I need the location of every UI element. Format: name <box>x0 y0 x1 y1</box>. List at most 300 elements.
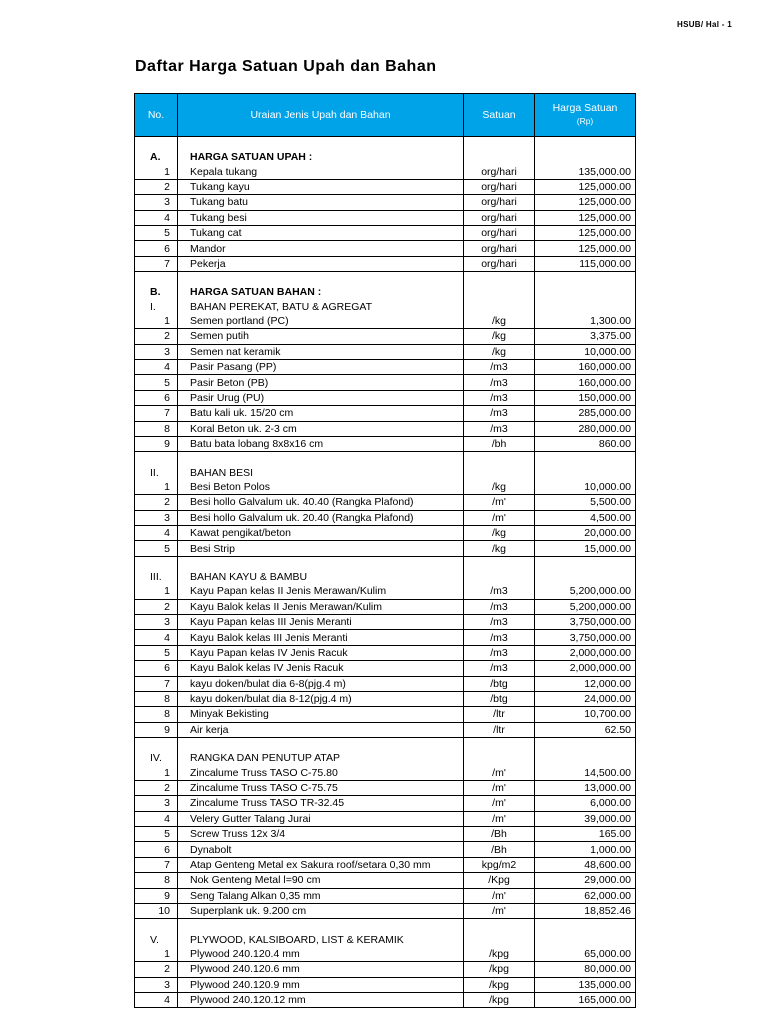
table-row <box>135 225 636 240</box>
table-row <box>135 241 636 256</box>
section-code: I. <box>135 300 178 314</box>
section-header-row <box>135 570 636 584</box>
item-number: 9 <box>135 722 178 737</box>
item-unit: /m' <box>464 510 535 525</box>
item-number: 8 <box>135 707 178 722</box>
header-description: Uraian Jenis Upah dan Bahan <box>178 94 464 137</box>
item-price: 5,200,000.00 <box>535 599 636 614</box>
item-description: Pekerja <box>178 256 464 271</box>
empty-cell <box>464 285 535 299</box>
item-number: 5 <box>135 225 178 240</box>
item-description: Nok Genteng Metal l=90 cm <box>178 873 464 888</box>
item-number: 1 <box>135 314 178 329</box>
item-number: 1 <box>135 584 178 599</box>
spacer-cell <box>178 738 464 752</box>
item-description: Plywood 240.120.9 mm <box>178 977 464 992</box>
price-table <box>134 93 636 1008</box>
header-price <box>535 94 636 137</box>
item-unit: org/hari <box>464 225 535 240</box>
item-description: Kayu Balok kelas II Jenis Merawan/Kulim <box>178 599 464 614</box>
item-unit: /m3 <box>464 584 535 599</box>
item-number: 2 <box>135 599 178 614</box>
empty-cell <box>535 751 636 765</box>
item-description: Dynabolt <box>178 842 464 857</box>
item-unit: /btg <box>464 691 535 706</box>
table-row <box>135 645 636 660</box>
item-description: Kayu Balok kelas IV Jenis Racuk <box>178 661 464 676</box>
table-row <box>135 480 636 495</box>
table-row <box>135 210 636 225</box>
item-unit: /m3 <box>464 599 535 614</box>
table-row <box>135 765 636 780</box>
item-description: Besi Beton Polos <box>178 480 464 495</box>
spacer-cell <box>135 556 178 570</box>
spacer-cell <box>464 137 535 151</box>
item-number: 2 <box>135 495 178 510</box>
item-number: 2 <box>135 780 178 795</box>
item-number: 3 <box>135 344 178 359</box>
item-description: Zincalume Truss TASO C-75.75 <box>178 780 464 795</box>
item-unit: /Kpg <box>464 873 535 888</box>
item-unit: /ltr <box>464 722 535 737</box>
item-description: Tukang besi <box>178 210 464 225</box>
item-number: 3 <box>135 510 178 525</box>
item-number: 9 <box>135 888 178 903</box>
table-row <box>135 314 636 329</box>
empty-cell <box>535 150 636 164</box>
item-description: Screw Truss 12x 3/4 <box>178 827 464 842</box>
item-unit: /m3 <box>464 661 535 676</box>
item-price: 3,750,000.00 <box>535 614 636 629</box>
spacer-cell <box>135 452 178 466</box>
item-description: Pasir Urug (PU) <box>178 390 464 405</box>
header-unit: Satuan <box>464 94 535 137</box>
item-number: 3 <box>135 195 178 210</box>
item-number: 9 <box>135 437 178 452</box>
spacer-cell <box>178 137 464 151</box>
item-number: 8 <box>135 421 178 436</box>
item-description: Tukang kayu <box>178 179 464 194</box>
item-unit: /m3 <box>464 406 535 421</box>
item-description: Plywood 240.120.12 mm <box>178 992 464 1007</box>
empty-cell <box>464 570 535 584</box>
table-row <box>135 614 636 629</box>
item-unit: /kg <box>464 314 535 329</box>
section-header-row <box>135 300 636 314</box>
table-row <box>135 903 636 918</box>
item-price: 125,000.00 <box>535 241 636 256</box>
item-price: 125,000.00 <box>535 210 636 225</box>
table-row <box>135 437 636 452</box>
table-row <box>135 421 636 436</box>
item-unit: org/hari <box>464 256 535 271</box>
item-number: 2 <box>135 179 178 194</box>
table-row <box>135 390 636 405</box>
item-price: 115,000.00 <box>535 256 636 271</box>
empty-cell <box>535 300 636 314</box>
item-unit: /m3 <box>464 421 535 436</box>
item-description: Semen putih <box>178 329 464 344</box>
section-header-row <box>135 150 636 164</box>
item-number: 4 <box>135 360 178 375</box>
item-unit: /m3 <box>464 645 535 660</box>
table-row <box>135 857 636 872</box>
table-row <box>135 676 636 691</box>
empty-cell <box>535 932 636 946</box>
table-row <box>135 722 636 737</box>
empty-cell <box>464 465 535 479</box>
item-description: Velery Gutter Talang Jurai <box>178 811 464 826</box>
table-row <box>135 827 636 842</box>
item-description: Semen nat keramik <box>178 344 464 359</box>
item-price: 48,600.00 <box>535 857 636 872</box>
item-unit: org/hari <box>464 164 535 179</box>
spacer-cell <box>535 919 636 933</box>
section-code: IV. <box>135 751 178 765</box>
section-code: B. <box>135 285 178 299</box>
item-description: Besi Strip <box>178 541 464 556</box>
empty-cell <box>535 465 636 479</box>
item-unit: /m3 <box>464 614 535 629</box>
item-description: Kepala tukang <box>178 164 464 179</box>
item-description: Tukang batu <box>178 195 464 210</box>
item-price: 20,000.00 <box>535 525 636 540</box>
header-no: No. <box>135 94 178 137</box>
item-unit: /m' <box>464 765 535 780</box>
table-row <box>135 195 636 210</box>
spacer-cell <box>535 556 636 570</box>
item-price: 15,000.00 <box>535 541 636 556</box>
item-description: Koral Beton uk. 2-3 cm <box>178 421 464 436</box>
item-unit: /m3 <box>464 360 535 375</box>
spacer-row <box>135 738 636 752</box>
item-description: Plywood 240.120.4 mm <box>178 947 464 962</box>
item-number: 7 <box>135 857 178 872</box>
section-label: BAHAN KAYU & BAMBU <box>178 570 464 584</box>
item-price: 280,000.00 <box>535 421 636 436</box>
table-row <box>135 977 636 992</box>
item-number: 8 <box>135 873 178 888</box>
table-row <box>135 842 636 857</box>
item-price: 135,000.00 <box>535 164 636 179</box>
item-price: 160,000.00 <box>535 360 636 375</box>
table-row <box>135 707 636 722</box>
item-price: 2,000,000.00 <box>535 645 636 660</box>
table-row <box>135 406 636 421</box>
item-description: Kayu Papan kelas IV Jenis Racuk <box>178 645 464 660</box>
item-price: 165.00 <box>535 827 636 842</box>
table-row <box>135 164 636 179</box>
item-price: 5,200,000.00 <box>535 584 636 599</box>
item-description: Atap Genteng Metal ex Sakura roof/setara 0,30 mm <box>178 857 464 872</box>
item-number: 4 <box>135 992 178 1007</box>
item-number: 3 <box>135 614 178 629</box>
item-unit: /m3 <box>464 630 535 645</box>
spacer-row <box>135 919 636 933</box>
section-code: III. <box>135 570 178 584</box>
item-price: 160,000.00 <box>535 375 636 390</box>
item-number: 5 <box>135 645 178 660</box>
item-number: 7 <box>135 406 178 421</box>
spacer-cell <box>135 919 178 933</box>
item-price: 12,000.00 <box>535 676 636 691</box>
item-description: kayu doken/bulat dia 8-12(pjg.4 m) <box>178 691 464 706</box>
spacer-cell <box>135 272 178 286</box>
item-unit: /kpg <box>464 992 535 1007</box>
section-label: HARGA SATUAN UPAH : <box>178 150 464 164</box>
spacer-row <box>135 137 636 151</box>
section-label: RANGKA DAN PENUTUP ATAP <box>178 751 464 765</box>
item-price: 2,000,000.00 <box>535 661 636 676</box>
table-row <box>135 780 636 795</box>
table-row <box>135 962 636 977</box>
item-unit: org/hari <box>464 195 535 210</box>
item-unit: /kg <box>464 541 535 556</box>
table-header-row <box>135 94 636 137</box>
item-price: 3,375.00 <box>535 329 636 344</box>
item-price: 13,000.00 <box>535 780 636 795</box>
section-code: A. <box>135 150 178 164</box>
item-number: 4 <box>135 210 178 225</box>
item-unit: /bh <box>464 437 535 452</box>
item-description: Semen portland (PC) <box>178 314 464 329</box>
table-row <box>135 495 636 510</box>
item-description: Zincalume Truss TASO TR-32.45 <box>178 796 464 811</box>
item-price: 80,000.00 <box>535 962 636 977</box>
table-row <box>135 947 636 962</box>
item-description: Kawat pengikat/beton <box>178 525 464 540</box>
item-number: 4 <box>135 630 178 645</box>
item-price: 285,000.00 <box>535 406 636 421</box>
table-row <box>135 525 636 540</box>
spacer-cell <box>535 452 636 466</box>
spacer-row <box>135 452 636 466</box>
item-number: 5 <box>135 541 178 556</box>
item-number: 3 <box>135 977 178 992</box>
item-number: 7 <box>135 676 178 691</box>
table-row <box>135 661 636 676</box>
item-description: Kayu Balok kelas III Jenis Meranti <box>178 630 464 645</box>
item-unit: kpg/m2 <box>464 857 535 872</box>
table-row <box>135 375 636 390</box>
table-row <box>135 541 636 556</box>
table-row <box>135 599 636 614</box>
item-number: 6 <box>135 842 178 857</box>
item-unit: /m' <box>464 811 535 826</box>
empty-cell <box>464 932 535 946</box>
item-price: 10,700.00 <box>535 707 636 722</box>
item-description: Batu bata lobang 8x8x16 cm <box>178 437 464 452</box>
spacer-row <box>135 272 636 286</box>
item-unit: /kg <box>464 344 535 359</box>
item-unit: /ltr <box>464 707 535 722</box>
document-title: Daftar Harga Satuan Upah dan Bahan <box>135 58 437 75</box>
item-price: 14,500.00 <box>535 765 636 780</box>
item-price: 10,000.00 <box>535 344 636 359</box>
item-price: 10,000.00 <box>535 480 636 495</box>
item-number: 1 <box>135 765 178 780</box>
item-unit: /m' <box>464 888 535 903</box>
empty-cell <box>535 285 636 299</box>
item-number: 2 <box>135 962 178 977</box>
table-row <box>135 796 636 811</box>
section-label: BAHAN BESI <box>178 465 464 479</box>
item-unit: /btg <box>464 676 535 691</box>
item-number: 8 <box>135 691 178 706</box>
item-unit: /Bh <box>464 842 535 857</box>
page-code: HSUB/ Hal - 1 <box>677 20 733 29</box>
item-price: 125,000.00 <box>535 179 636 194</box>
table-row <box>135 179 636 194</box>
item-description: Pasir Beton (PB) <box>178 375 464 390</box>
item-unit: /kg <box>464 525 535 540</box>
header-price-currency: (Rp) <box>576 116 594 126</box>
section-header-row <box>135 932 636 946</box>
table-row <box>135 344 636 359</box>
item-unit: /kpg <box>464 947 535 962</box>
spacer-cell <box>464 272 535 286</box>
table-row <box>135 691 636 706</box>
item-unit: /m' <box>464 495 535 510</box>
header-price-label: Harga Satuan <box>552 102 618 114</box>
item-price: 18,852.46 <box>535 903 636 918</box>
item-price: 65,000.00 <box>535 947 636 962</box>
item-price: 165,000.00 <box>535 992 636 1007</box>
section-code: V. <box>135 932 178 946</box>
item-number: 6 <box>135 661 178 676</box>
spacer-cell <box>464 738 535 752</box>
table-row <box>135 256 636 271</box>
item-price: 3,750,000.00 <box>535 630 636 645</box>
table-row <box>135 584 636 599</box>
item-price: 62.50 <box>535 722 636 737</box>
item-unit: /kpg <box>464 962 535 977</box>
item-number: 5 <box>135 375 178 390</box>
item-unit: /m3 <box>464 375 535 390</box>
item-number: 6 <box>135 241 178 256</box>
item-description: kayu doken/bulat dia 6-8(pjg.4 m) <box>178 676 464 691</box>
section-header-row <box>135 751 636 765</box>
item-description: Zincalume Truss TASO C-75.80 <box>178 765 464 780</box>
spacer-row <box>135 556 636 570</box>
item-price: 29,000.00 <box>535 873 636 888</box>
spacer-cell <box>535 137 636 151</box>
item-number: 1 <box>135 947 178 962</box>
item-number: 10 <box>135 903 178 918</box>
spacer-cell <box>464 452 535 466</box>
item-unit: /Bh <box>464 827 535 842</box>
item-description: Air kerja <box>178 722 464 737</box>
item-number: 2 <box>135 329 178 344</box>
item-description: Minyak Bekisting <box>178 707 464 722</box>
item-price: 6,000.00 <box>535 796 636 811</box>
table-row <box>135 510 636 525</box>
table-row <box>135 630 636 645</box>
empty-cell <box>464 751 535 765</box>
item-unit: /kg <box>464 480 535 495</box>
spacer-cell <box>464 919 535 933</box>
item-unit: org/hari <box>464 179 535 194</box>
item-description: Kayu Papan kelas III Jenis Meranti <box>178 614 464 629</box>
table-row <box>135 992 636 1007</box>
item-price: 4,500.00 <box>535 510 636 525</box>
item-price: 150,000.00 <box>535 390 636 405</box>
spacer-cell <box>178 452 464 466</box>
table-row <box>135 360 636 375</box>
item-description: Besi hollo Galvalum uk. 40.40 (Rangka Plafond) <box>178 495 464 510</box>
section-label: HARGA SATUAN BAHAN : <box>178 285 464 299</box>
item-number: 6 <box>135 390 178 405</box>
item-description: Superplank uk. 9.200 cm <box>178 903 464 918</box>
item-unit: /m3 <box>464 390 535 405</box>
item-description: Seng Talang Alkan 0,35 mm <box>178 888 464 903</box>
spacer-cell <box>464 556 535 570</box>
section-header-row <box>135 465 636 479</box>
item-unit: /m' <box>464 796 535 811</box>
item-description: Pasir Pasang (PP) <box>178 360 464 375</box>
spacer-cell <box>178 556 464 570</box>
item-unit: /m' <box>464 780 535 795</box>
spacer-cell <box>178 272 464 286</box>
table-row <box>135 873 636 888</box>
item-description: Besi hollo Galvalum uk. 20.40 (Rangka Plafond) <box>178 510 464 525</box>
item-number: 1 <box>135 480 178 495</box>
item-price: 135,000.00 <box>535 977 636 992</box>
item-price: 5,500.00 <box>535 495 636 510</box>
item-number: 4 <box>135 525 178 540</box>
section-label: BAHAN PEREKAT, BATU & AGREGAT <box>178 300 464 314</box>
item-description: Plywood 240.120.6 mm <box>178 962 464 977</box>
item-unit: org/hari <box>464 210 535 225</box>
table-row <box>135 329 636 344</box>
item-price: 125,000.00 <box>535 195 636 210</box>
item-number: 3 <box>135 796 178 811</box>
item-number: 7 <box>135 256 178 271</box>
item-unit: /kpg <box>464 977 535 992</box>
section-label: PLYWOOD, KALSIBOARD, LIST & KERAMIK <box>178 932 464 946</box>
spacer-cell <box>135 738 178 752</box>
empty-cell <box>464 150 535 164</box>
item-number: 1 <box>135 164 178 179</box>
item-unit: /kg <box>464 329 535 344</box>
item-price: 1,000.00 <box>535 842 636 857</box>
spacer-cell <box>535 272 636 286</box>
section-code: II. <box>135 465 178 479</box>
item-description: Batu kali uk. 15/20 cm <box>178 406 464 421</box>
item-description: Tukang cat <box>178 225 464 240</box>
table-row <box>135 888 636 903</box>
item-description: Mandor <box>178 241 464 256</box>
table-row <box>135 811 636 826</box>
spacer-cell <box>135 137 178 151</box>
spacer-cell <box>535 738 636 752</box>
item-price: 860.00 <box>535 437 636 452</box>
item-price: 62,000.00 <box>535 888 636 903</box>
item-price: 1,300.00 <box>535 314 636 329</box>
item-number: 5 <box>135 827 178 842</box>
spacer-cell <box>178 919 464 933</box>
item-price: 125,000.00 <box>535 225 636 240</box>
section-header-row <box>135 285 636 299</box>
item-price: 39,000.00 <box>535 811 636 826</box>
empty-cell <box>535 570 636 584</box>
item-number: 4 <box>135 811 178 826</box>
item-unit: /m' <box>464 903 535 918</box>
item-unit: org/hari <box>464 241 535 256</box>
empty-cell <box>464 300 535 314</box>
item-price: 24,000.00 <box>535 691 636 706</box>
item-description: Kayu Papan kelas II Jenis Merawan/Kulim <box>178 584 464 599</box>
